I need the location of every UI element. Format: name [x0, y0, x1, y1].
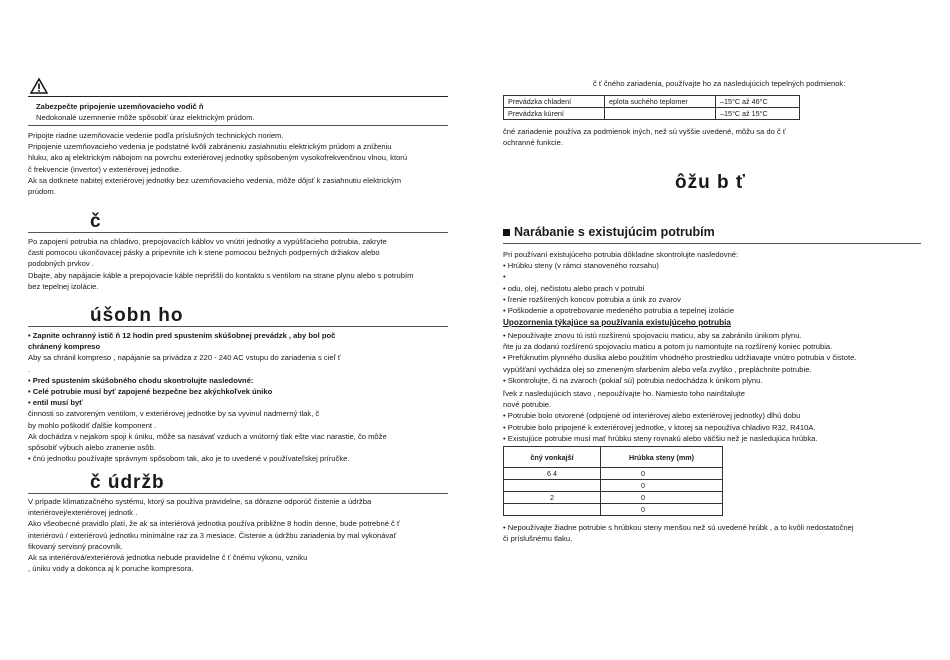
table-cell: Prevádzka kúrení — [504, 108, 605, 120]
text-line: interiérovú / exteriérovú jednotku minimálne raz za 3 mesiace. Čistenie a údržbu zariadenia by mal vykonávať — [28, 530, 397, 540]
list-item: • Skontrolujte, či na zvaroch (pokiaľ sú) potrubia nedochádza k únikom plynu. — [503, 375, 763, 385]
section-title-text: Narábanie s existujúcim potrubím — [514, 225, 715, 239]
table-row — [504, 492, 723, 504]
text-line: • Celé potrubie musí byť zapojené bezpečne bez akýchkoľvek úniko — [28, 387, 273, 397]
text-line: ľvek z nasledujúcich stavo , nepoužívajte ho. Namiesto toho nainštalujte — [503, 389, 745, 398]
warnings-title: Upozornenia týkajúce sa používania existujúceho potrubia — [503, 318, 731, 327]
table-row — [504, 447, 723, 468]
table-row — [504, 480, 723, 492]
table-cell: Prevádzka chladení — [504, 96, 605, 108]
table-row — [504, 108, 800, 120]
text-line: Ak dochádza v nejakom spoji k úniku, môže sa nasávať vzduch a vnútorný tlak ešte viac narastie, čo môže — [28, 431, 387, 441]
text-line: V prípade klimatizačného systému, ktorý sa používa pravidelne, sa dôrazne odporúč čistenie a údržba — [28, 497, 372, 506]
list-item: ňte ju za dodanú rozšírenú spojovaciu maticu a potom ju namontujte na rozšírený koniec potrubia. — [503, 342, 833, 352]
table-cell: 0 — [601, 468, 723, 480]
section-rule — [503, 243, 921, 244]
section-heading: č — [90, 211, 102, 232]
warning-bottom-rule — [28, 125, 448, 126]
text-line: Pri používaní existujúceho potrubia dôkladne skontrolujte nasledovné: — [503, 250, 739, 259]
list-item: • ľrenie rozšírených koncov potrubia a únik zo zvarov — [503, 294, 681, 304]
check-list — [503, 249, 738, 316]
table-header: čný vonkajší — [504, 447, 601, 468]
text-line: chránený kompreso — [28, 342, 101, 352]
text-line: Aby sa chránil kompreso , napájanie sa privádza z 220 - 240 AC vstupu do zariadenia s cieľ ť — [28, 353, 341, 363]
section2-body — [28, 330, 387, 464]
list-item: • Hrúbku steny (v rámci stanoveného rozsahu) — [503, 261, 659, 271]
thickness-table — [503, 446, 723, 516]
text-line: prúdom. — [28, 187, 56, 197]
text-line: ochranné funkcie. — [503, 138, 563, 148]
section1-body — [28, 236, 413, 292]
table-row — [504, 468, 723, 480]
table-cell — [605, 108, 716, 120]
text-line: Pripojenie uzemňovacieho vedenia je podstatné kvôli zabráneniu zasiahnutiu elektrickým prúdom a zníženiu — [28, 142, 392, 152]
section-rule — [28, 493, 448, 494]
list-item: • Potrubie bolo pripojené k exteriérovej jednotke, v ktorej sa nepoužíva chladivo R32, R410A. — [503, 422, 816, 432]
grounding-paragraph — [28, 130, 407, 197]
warning-text: Nedokonalé uzemnenie môže spôsobiť úraz elektrickým prúdom. — [36, 113, 255, 122]
after-table-text — [503, 126, 786, 148]
warnings-list — [503, 330, 856, 386]
text-line: Ako všeobecné pravidlo platí, že ak sa interiérová jednotka používa približne 8 hodín denne, bude potrebné č ť — [28, 519, 400, 529]
list-item: • Potrubie bolo otvorené (odpojené od interiérovej alebo exteriérovej jednotky) dlhú dobu — [503, 411, 801, 421]
list-item: • Nepoužívajte znovu tú istú rozšírenú spojovaciu maticu, aby sa zabránilo únikom plynu. — [503, 331, 802, 340]
list-item: • Existujúce potrubie musí mať hrúbku steny rovnakú alebo väčšiu než je nasledujúca hrúbka. — [503, 433, 818, 443]
section-rule — [28, 326, 448, 327]
text-line: bez tepelnej izolácie. — [28, 281, 99, 291]
text-line: podobných prvkov . — [28, 259, 94, 269]
table-cell: 0 — [601, 492, 723, 504]
section-heading: úšobn ho — [90, 305, 184, 326]
text-line: Ak sa interiérová/exteriérová jednotka nebude pravidelne č ť čnému výkonu, vzniku — [28, 553, 308, 563]
intro-text: č ť čného zariadenia, používajte ho za nasledujúcich tepelných podmienok: — [593, 79, 846, 88]
section-rule — [28, 232, 448, 233]
list-item: • Prefúknutím plynného dusíka alebo použitím vhodného prostriedku udržiavajte vnútro potrubia v čistote. — [503, 353, 857, 363]
text-line: čné zariadenie používa za podmienok iných, než sú vyššie uvedené, môžu sa do č ť — [503, 127, 786, 136]
text-line: • entil musí byť — [28, 398, 83, 408]
list-item: vypúšťaní vychádza olej so zmeneným sfarbením alebo veľa zvyško , prepláchnite potrubie. — [503, 364, 812, 374]
section-heading: č údržb — [90, 472, 165, 493]
table-row — [504, 96, 800, 108]
list-item: • Nepoužívajte žiadne potrubie s hrúbkou steny menšou než sú uvedené hrúbk , a to kvôli nedostatočnej — [503, 523, 854, 532]
list-item: • Poškodenie a opotrebovanie medeného potrubia a tepelnej izolácie — [503, 306, 735, 316]
table-cell: 0 — [601, 504, 723, 516]
text-line: činnosti so zatvoreným ventilom, v exteriérovej jednotke by sa vyvinul nadmerný tlak, č — [28, 409, 320, 419]
table-cell — [504, 480, 601, 492]
table-cell: –15°C až 46°C — [716, 96, 800, 108]
text-line: časti pomocou ukončovacej pásky a pripevnite ich k stene pomocou bežných podperných držiakov alebo — [28, 248, 380, 258]
text-line: • Zapnite ochranný istič ň 12 hodín pred spustením skúšobnej prevádzk , aby bol poč — [28, 331, 336, 340]
text-line: nové potrubie. — [503, 400, 552, 410]
table-cell — [504, 504, 601, 516]
text-line: • čnú jednotku používajte správnym spôsobom tak, ako je to uvedené v používateľskej príručke. — [28, 454, 350, 464]
text-line: Pripojte riadne uzemňovacie vedenie podľa príslušných technických noriem. — [28, 131, 284, 140]
text-line: , úniku vody a dokonca aj k poruche kompresora. — [28, 564, 194, 574]
section3-body — [28, 496, 400, 574]
text-line: spôsobiť výbuch alebo zranenie osôb. — [28, 443, 156, 453]
text-line: fikovaný servisný pracovník. — [28, 541, 123, 551]
square-bullet-icon — [503, 229, 510, 236]
text-line: Ak sa dotknete nabitej exteriérovej jednotky bez uzemňovacieho vedenia, môže dôjsť k zasiahnutiu elektrickým — [28, 175, 402, 185]
big-heading: ôžu b ť — [675, 172, 746, 193]
text-line: Dbajte, aby napájacie káble a prepojovacie káble nepriššli do kontaktu s ventilom na strane plynu alebo s potrubím — [28, 270, 414, 280]
text-line: Po zapojení potrubia na chladivo, prepojovacích káblov vo vnútri jednotky a vypúšťacieho potrubia, zakryte — [28, 237, 387, 246]
final-text — [503, 522, 854, 544]
section-title — [503, 225, 715, 239]
warning-title: Zabezpečte pripojenie uzemňovacieho vodič ň — [36, 102, 204, 111]
table-cell: 0 — [601, 480, 723, 492]
text-line: či príslušnému tlaku. — [503, 534, 573, 544]
list-item: • — [503, 272, 506, 282]
text-line: hluku, ako aj elektrickým nábojom na povrchu exteriérovej jednotky spôsobeným vysokofrekvenčnou vlnou, ktorú — [28, 153, 408, 163]
table-row — [504, 504, 723, 516]
list-item: • odu, olej, nečistotu alebo prach v potrubí — [503, 283, 645, 293]
text-line: . — [28, 364, 31, 374]
new-pipe-text — [503, 388, 818, 444]
conditions-table — [503, 95, 800, 120]
table-header: Hrúbka steny (mm) — [601, 447, 723, 468]
table-cell: –15°C až 15°C — [716, 108, 800, 120]
text-line: by mohlo poškodiť ďalšie komponent . — [28, 420, 157, 430]
table-cell: eplota suchého teplomer — [605, 96, 716, 108]
warning-icon — [30, 78, 48, 94]
table-cell: 2 — [504, 492, 601, 504]
text-line: • Pred spustením skúšobného chodu skontrolujte nasledovné: — [28, 375, 254, 385]
table-cell: 6 4 — [504, 468, 601, 480]
text-line: č frekvencie (invertor) v exteriérovej jednotke. — [28, 164, 182, 174]
warning-top-rule — [28, 96, 448, 97]
text-line: interiérovej/exteriérovej jednotk . — [28, 508, 138, 518]
